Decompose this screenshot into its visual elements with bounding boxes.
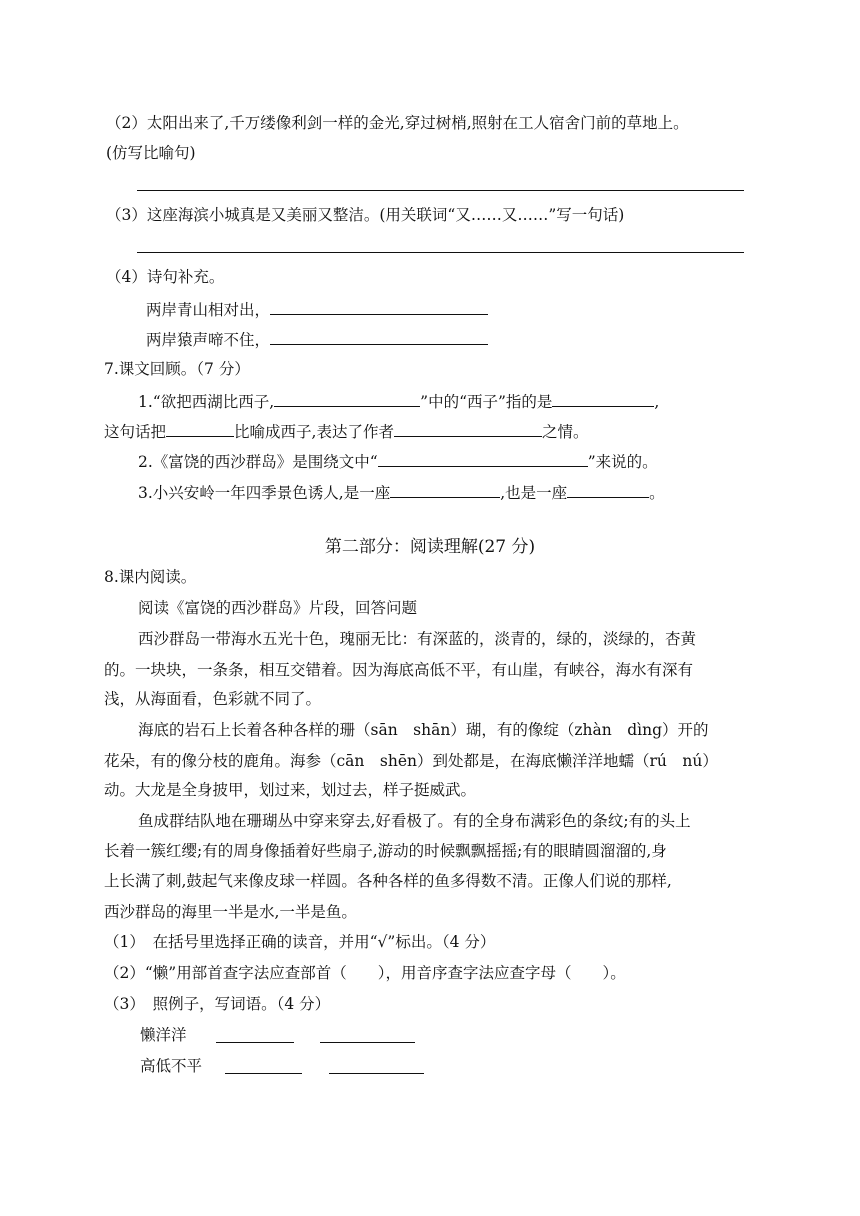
q7-blank-4[interactable] (394, 420, 542, 437)
answer-line-ex2-b[interactable] (329, 1073, 424, 1074)
q7-blank-3[interactable] (166, 420, 234, 437)
q6-item4: （4）诗句补充。 (106, 268, 225, 286)
q6-item2-line2: (仿写比喻句) (106, 144, 196, 162)
passage-p1-line3: 浅，从海面看，色彩就不同了。 (104, 690, 322, 708)
q6-item3: （3）这座海滨小城真是又美丽又整洁。(用关联词“又……又……”写一句话) (106, 206, 625, 224)
q8-sub2: （2）“懒”用部首查字法应查部首（ ），用音序查字法应查字母（ ）。 (104, 964, 626, 982)
q7-s1-a: 1.“欲把西湖比西子, (138, 393, 275, 411)
q7-s3-c: 。 (649, 484, 665, 502)
example-word-2: 高低不平 (140, 1057, 203, 1075)
answer-line-ex1-b[interactable] (320, 1042, 415, 1043)
passage-p1-line2: 的。一块块，一条条，相互交错着。因为海底高低不平，有山崖，有峡谷，海水有深有 (104, 661, 694, 679)
q8-sub1: （1） 在括号里选择正确的读音，并用“√”标出。（4 分） (104, 933, 496, 951)
q7-s1-d: 这句话把 (104, 423, 167, 441)
part2-title: 第二部分：阅读理解(27 分) (324, 537, 536, 557)
passage-p2-line3: 动。大龙是全身披甲，划过来，划过去，样子挺威武。 (104, 781, 477, 799)
poem-blank-2[interactable] (270, 328, 488, 345)
answer-line-q6-3[interactable] (137, 252, 744, 253)
q7-blank-6[interactable] (390, 481, 500, 498)
q7-blank-5[interactable] (378, 450, 588, 467)
passage-p3-line3: 上长满了刺,鼓起气来像皮球一样圆。各种各样的鱼多得数不清。正像人们说的那样, (104, 872, 672, 890)
q7-s1-line1 (138, 390, 659, 413)
q7-blank-7[interactable] (567, 481, 649, 498)
poem-line-1 (146, 298, 488, 321)
q7-blank-2[interactable] (552, 390, 654, 407)
example-word-1: 懒洋洋 (140, 1026, 187, 1044)
q8-heading: 8.课内阅读。 (104, 568, 197, 586)
answer-line-q6-2[interactable] (137, 190, 744, 191)
answer-line-ex2-a[interactable] (225, 1073, 302, 1074)
poem-line-1-text: 两岸青山相对出， (146, 301, 271, 319)
q7-s1-b: ”中的“西子”指的是 (420, 393, 553, 411)
q7-heading: 7.课文回顾。（7 分） (104, 360, 250, 378)
answer-line-ex1-a[interactable] (216, 1042, 294, 1043)
q7-s1-c: , (654, 393, 660, 411)
poem-line-2 (146, 328, 488, 351)
q7-s2-a: 2.《富饶的西沙群岛》是围绕文中“ (138, 453, 378, 471)
q6-item2-line1: （2）太阳出来了,千万缕像利剑一样的金光,穿过树梢,照射在工人宿舍门前的草地上。 (106, 114, 689, 132)
q7-s3-b: ,也是一座 (500, 484, 568, 502)
passage-p2-line1: 海底的岩石上长着各种各样的珊（sān shān）瑚，有的像绽（zhàn dìng）开的 (138, 721, 709, 739)
example-row-2 (140, 1055, 202, 1077)
q8-sub3: （3） 照例子，写词语。（4 分） (104, 995, 331, 1013)
q7-s2 (138, 450, 658, 473)
passage-p3-line1: 鱼成群结队地在珊瑚丛中穿来穿去,好看极了。有的全身布满彩色的条纹;有的头上 (138, 812, 691, 830)
passage-p1-line1: 西沙群岛一带海水五光十色，瑰丽无比：有深蓝的，淡青的，绿的，淡绿的，杏黄 (138, 630, 697, 648)
example-row-1 (140, 1024, 187, 1046)
poem-blank-1[interactable] (270, 298, 488, 315)
passage-p2-line2: 花朵，有的像分枝的鹿角。海参（cān shēn）到处都是，在海底懒洋洋地蠕（rú nú） (104, 752, 718, 770)
passage-p3-line4: 西沙群岛的海里一半是水,一半是鱼。 (104, 903, 357, 921)
q7-s2-b: ”来说的。 (587, 453, 658, 471)
q7-s3 (138, 481, 665, 504)
q7-s1-e: 比喻成西子,表达了作者 (234, 423, 394, 441)
q7-s1-f: 之情。 (541, 423, 589, 441)
poem-line-2-text: 两岸猿声啼不住， (146, 331, 271, 349)
q7-s1-line2 (104, 420, 588, 443)
q7-blank-1[interactable] (274, 390, 420, 407)
passage-p3-line2: 长着一簇红缨;有的周身像插着好些扇子,游动的时候飘飘摇摇;有的眼睛圆溜溜的,身 (104, 842, 667, 860)
q7-s3-a: 3.小兴安岭一年四季景色诱人,是一座 (138, 484, 391, 502)
q8-intro: 阅读《富饶的西沙群岛》片段，回答问题 (138, 599, 418, 617)
